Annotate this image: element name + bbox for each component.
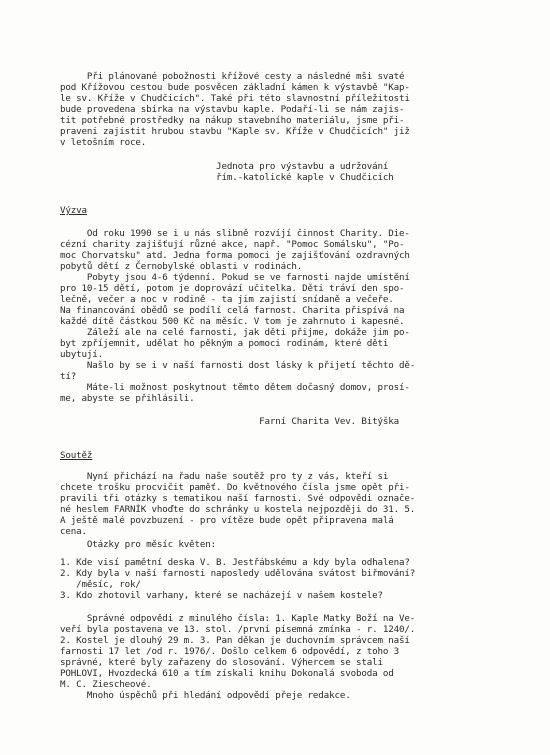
vyzva-signature: Farní Charita Vev. Bitýška xyxy=(60,416,400,427)
answers-line: Mnoho úspěchů při hledání odpovědí přeje redakce. xyxy=(60,690,351,701)
answers-line: 2. Kostel je dlouhý 29 m. 3. Pan děkan je duchovním správcem naší xyxy=(60,635,410,646)
section-heading-vyzva: Výzva xyxy=(60,205,87,216)
intro-line: le sv. Kříže v Chudčicích". Také při této slavnostní příležitosti xyxy=(60,93,410,104)
vyzva-line: pobytů dětí z Černobylské oblasti v rodinách. xyxy=(60,261,303,272)
soutez-line: pravili tři otázky s tematikou naší farnosti. Své odpovědi označe- xyxy=(60,493,416,504)
vyzva-line: Na financování obědů se podílí celá farnost. Charita přispívá na xyxy=(60,305,405,316)
vyzva-line: Našlo by se i v naší farnosti dost lásky k přijetí těchto dě- xyxy=(60,360,416,371)
intro-signature-line: řím.-katolické kaple v Chudčicích xyxy=(60,172,394,183)
answers-line: správné, které byly zařazeny do slosování. Výhercem se stali xyxy=(60,657,383,668)
question-item: 1. Kde visí pamětní deska V. B. Jestřábskému a kdy byla odhalena? xyxy=(60,557,410,568)
vyzva-line: každé dítě částkou 500 Kč na měsíc. V tom je zahrnuto i kapesné. xyxy=(60,316,405,327)
intro-line: praveni zajistit hrubou stavbu "Kaple sv. Kříže v Chudčicích" již xyxy=(60,126,410,137)
intro-line: tit potřebné prostředky na nákup stavebního materiálu, jsme při- xyxy=(60,115,405,126)
soutez-line: A ještě malé povzbuzení - pro vítěze bude opět připravena malá xyxy=(60,515,394,526)
answers-line: M. C. Ziescheové. xyxy=(60,679,152,690)
soutez-line: né heslem FARNÍK vhoďte do schránky u kostela nejpozději do 31. 5. xyxy=(60,504,416,515)
question-item: 3. Kdo zhotovil varhany, které se nacházejí v našem kostele? xyxy=(60,590,383,601)
answers-line: Správné odpovědi z minulého čísla: 1. Kaple Matky Boží na Ve- xyxy=(60,613,416,624)
answers-line: POHLOVI, Hvozdecká 610 a tím získali knihu Dokonalá svoboda od xyxy=(60,668,394,679)
vyzva-line: lečně, večer a noc v rodině - ta jim zajistí snídaně a večeře. xyxy=(60,294,394,305)
soutez-line: cena. xyxy=(60,526,87,537)
vyzva-line: Záleží ale na celé farnosti, jak děti přijme, dokáže jim po- xyxy=(60,327,410,338)
vyzva-line: cézní charity zajišťují různé akce, např. "Pomoc Somálsku", "Po- xyxy=(60,239,405,250)
vyzva-line: Pobyty jsou 4-6 týdenní. Pokud se ve farnosti najde umístění xyxy=(60,272,410,283)
answers-line: veří byla postavena ve 13. stol. /první písemná zmínka - r. 1240/. xyxy=(60,624,416,635)
vyzva-line: pro 10-15 dětí, potom je doprovází učitelka. Děti tráví den spo- xyxy=(60,283,405,294)
soutez-line: Nyní přichází na řadu naše soutěž pro ty z vás, kteří si xyxy=(60,471,389,482)
vyzva-line: byt zpříjemnit, udělat ho pěkným a pomoci rodinám, které děti xyxy=(60,338,389,349)
intro-line: pod Křížovou cestou bude posvěcen základní kámen k výstavbě "Kap- xyxy=(60,82,410,93)
vyzva-line: me, abyste se přihlásili. xyxy=(60,393,195,404)
question-item: 2. Kdy byla v naší farnosti naposledy udělována svátost biřmování? xyxy=(60,568,416,579)
section-heading-soutez: Soutěž xyxy=(60,450,93,461)
answers-line: farnosti 17 let /od r. 1976/. Došlo celkem 6 odpovědí, z toho 3 xyxy=(60,646,400,657)
vyzva-line: tí? xyxy=(60,371,77,382)
intro-line: v letošním roce. xyxy=(60,137,147,148)
intro-signature-line: Jednota pro výstavbu a udržování xyxy=(60,161,389,172)
soutez-line: chcete trošku procvičit paměť. Do květnového čísla jsme opět při- xyxy=(60,482,410,493)
soutez-line: Otázky pro měsíc květen: xyxy=(60,539,217,550)
question-item: /měsíc, rok/ xyxy=(60,579,141,590)
vyzva-line: ubytují. xyxy=(60,349,104,360)
intro-line: bude provedena sbírka na výstavbu kaple. Podaří-li se nám zajis- xyxy=(60,104,405,115)
intro-line: Při plánované pobožnosti křížové cesty a následné mši svaté xyxy=(60,71,405,82)
vyzva-line: Máte-li možnost poskytnout těmto dětem dočasný domov, prosí- xyxy=(60,382,410,393)
vyzva-line: moc Chorvatsku" atd. Jedna forma pomoci je zajišťování ozdravných xyxy=(60,250,410,261)
vyzva-line: Od roku 1990 se i u nás slibně rozvíjí činnost Charity. Die- xyxy=(60,228,410,239)
